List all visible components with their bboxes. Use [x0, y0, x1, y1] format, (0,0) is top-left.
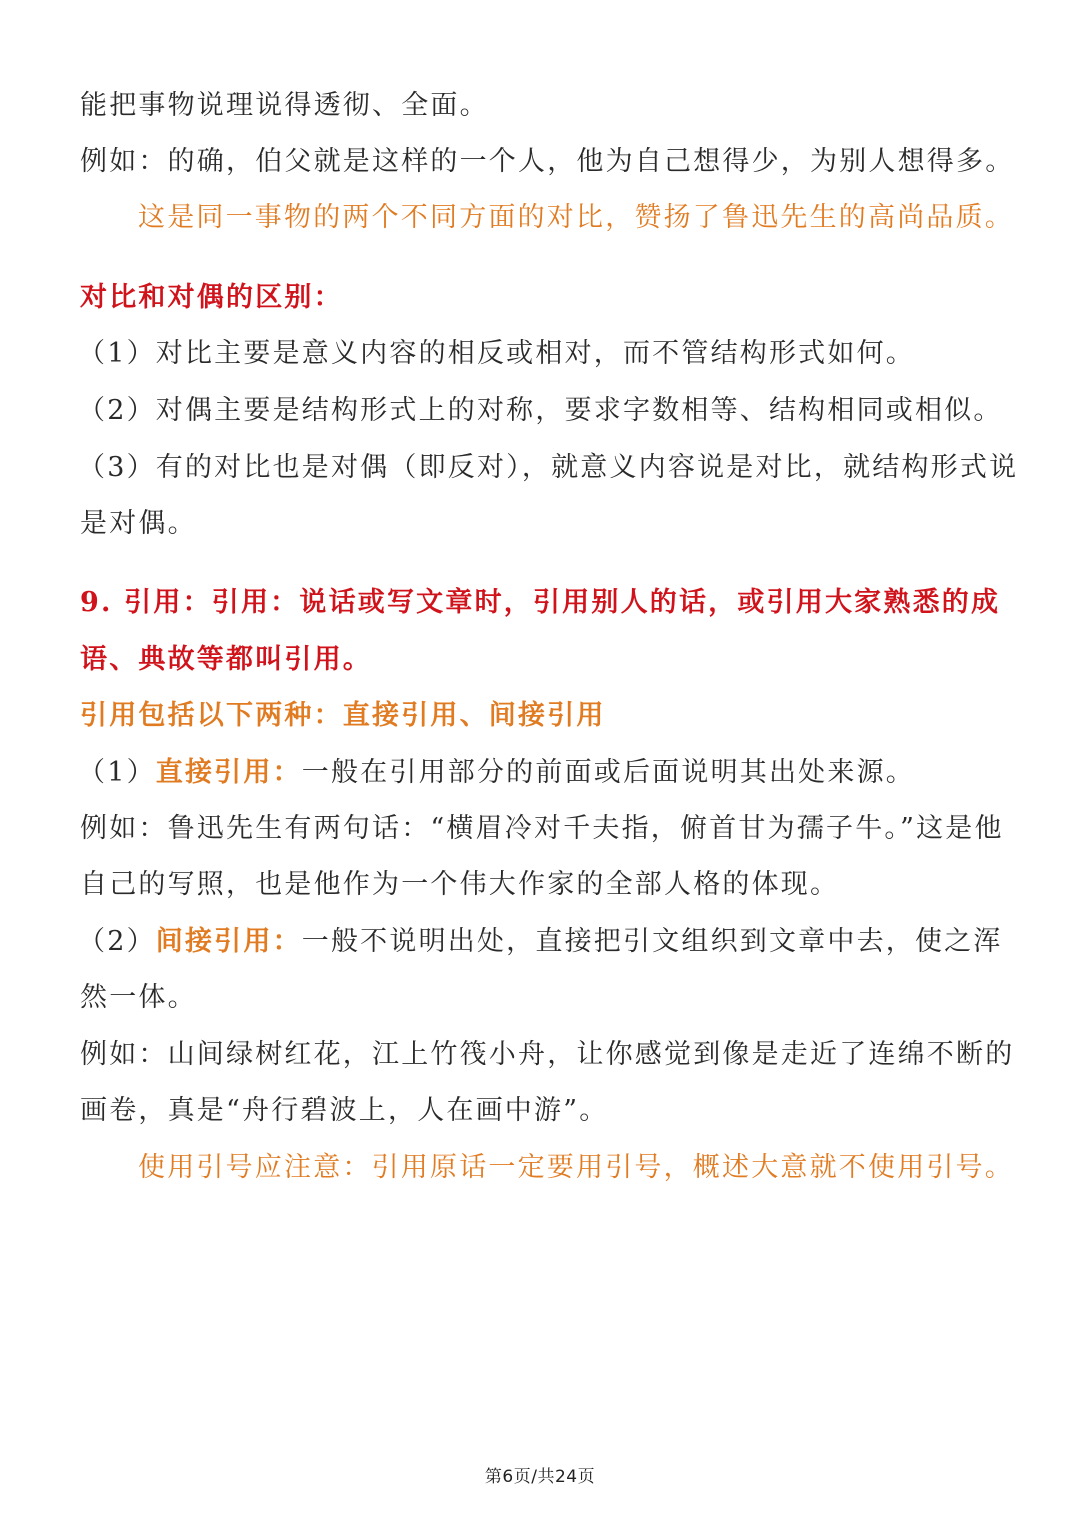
analysis-note: 这是同一事物的两个不同方面的对比，赞扬了鲁迅先生的高尚品质。 [138, 202, 1014, 233]
example-line: 画卷，真是“舟行碧波上，人在画中游”。 [80, 1095, 609, 1126]
list-item [78, 924, 1003, 960]
list-item-continuation: 是对偶。 [80, 508, 197, 539]
section-subheading: 对比和对偶的区别： [80, 282, 343, 313]
page-number: 第6页/共24页 [484, 1467, 596, 1487]
section-heading-continuation: 语、典故等都叫引用。 [80, 644, 372, 675]
term-definition: 一般不说明出处，直接把引文组织到文章中去，使之浑 [301, 926, 1003, 957]
example-line: 例如：山间绿树红花，江上竹筏小舟，让你感觉到像是走近了连绵不断的 [80, 1039, 1015, 1070]
list-item: （3）有的对比也是对偶（即反对），就意义内容说是对比，就结构形式说 [78, 452, 1019, 483]
list-item: （1）对比主要是意义内容的相反或相对，而不管结构形式如何。 [78, 338, 915, 369]
term-definition: 一般在引用部分的前面或后面说明其出处来源。 [301, 757, 915, 788]
term-label: 直接引用： [155, 757, 302, 788]
term-label: 间接引用： [155, 926, 302, 957]
example-line: 自己的写照，也是他作为一个伟大作家的全部人格的体现。 [80, 869, 840, 900]
usage-note: 使用引号应注意：引用原话一定要用引号，概述大意就不使用引号。 [138, 1152, 1014, 1183]
list-item: （2）对偶主要是结构形式上的对称，要求字数相等、结构相同或相似。 [78, 395, 1003, 426]
list-item [78, 755, 1003, 791]
section-heading: 9. 引用：引用：说话或写文章时，引用别人的话，或引用大家熟悉的成 [80, 587, 1001, 618]
list-item-number: （2） [78, 926, 156, 957]
example-line: 例如：鲁迅先生有两句话：“横眉冷对千夫指，俯首甘为孺子牛。”这是他 [80, 813, 1004, 844]
list-item-number: （1） [78, 757, 156, 788]
section-subheading: 引用包括以下两种：直接引用、间接引用 [80, 700, 606, 731]
paragraph-line: 能把事物说理说得透彻、全面。 [80, 90, 489, 121]
example-line: 例如：的确，伯父就是这样的一个人，他为自己想得少，为别人想得多。 [80, 146, 1015, 177]
list-item-continuation: 然一体。 [80, 982, 197, 1013]
